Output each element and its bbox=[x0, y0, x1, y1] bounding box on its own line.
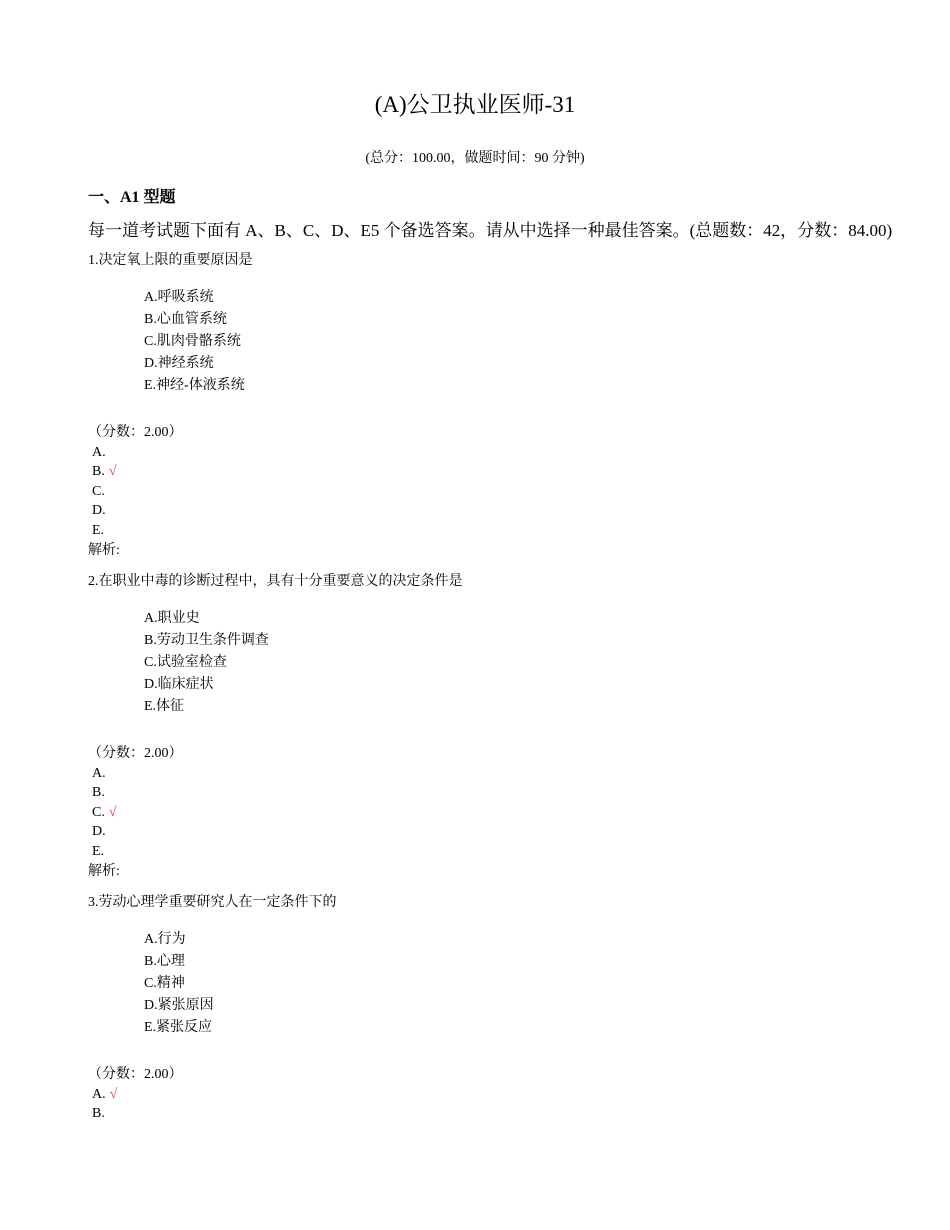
correct-check-icon: √ bbox=[108, 804, 117, 820]
answer-a bbox=[92, 443, 117, 462]
option-d: D.紧张原因 bbox=[144, 998, 214, 1013]
option-e: E.紧张反应 bbox=[144, 1020, 213, 1035]
answer-b bbox=[92, 462, 117, 481]
answer-e bbox=[92, 842, 117, 861]
answer-list bbox=[92, 764, 117, 861]
option-e: E.体征 bbox=[144, 699, 185, 714]
analysis-label: 解析: bbox=[88, 543, 120, 558]
question-stem: 3.劳动心理学重要研究人在一定条件下的 bbox=[88, 895, 337, 910]
option-a: A.呼吸系统 bbox=[144, 290, 214, 305]
answer-label: C. bbox=[92, 804, 105, 820]
section-instructions: 每一道考试题下面有 A、B、C、D、E5 个备选答案。请从中选择一种最佳答案。(总题数：42，分数：84.00) bbox=[88, 221, 893, 240]
question-stem: 1.决定氧上限的重要原因是 bbox=[88, 253, 253, 268]
answer-b bbox=[92, 1104, 117, 1123]
answer-d bbox=[92, 501, 117, 520]
option-list bbox=[144, 287, 245, 397]
answer-c bbox=[92, 803, 117, 822]
answer-d bbox=[92, 822, 117, 841]
question-score: （分数：2.00） bbox=[88, 425, 183, 440]
answer-label: D. bbox=[92, 503, 106, 519]
option-b: B.心血管系统 bbox=[144, 312, 227, 327]
option-d: D.神经系统 bbox=[144, 356, 214, 371]
option-d: D.临床症状 bbox=[144, 677, 214, 692]
exam-meta: (总分：100.00，做题时间：90 分钟) bbox=[365, 151, 585, 166]
option-b: B.心理 bbox=[144, 954, 185, 969]
answer-label: A. bbox=[92, 766, 106, 781]
option-list bbox=[144, 608, 269, 718]
answer-label: E. bbox=[92, 522, 105, 538]
option-e: E.神经-体液系统 bbox=[144, 378, 245, 393]
section-title: 一、A1 型题 bbox=[88, 189, 176, 206]
correct-check-icon: √ bbox=[108, 464, 117, 480]
answer-e bbox=[92, 521, 117, 540]
answer-label: B. bbox=[92, 785, 105, 801]
correct-check-icon: √ bbox=[109, 1087, 118, 1102]
question-score: （分数：2.00） bbox=[88, 1067, 183, 1082]
answer-a bbox=[92, 1085, 117, 1104]
answer-list bbox=[92, 1085, 117, 1124]
option-a: A.行为 bbox=[144, 932, 186, 947]
answer-label: C. bbox=[92, 483, 105, 499]
answer-label: D. bbox=[92, 824, 106, 840]
answer-label: B. bbox=[92, 1106, 105, 1122]
answer-a bbox=[92, 764, 117, 783]
analysis-label: 解析: bbox=[88, 864, 120, 879]
question-stem: 2.在职业中毒的诊断过程中，具有十分重要意义的决定条件是 bbox=[88, 574, 463, 589]
answer-label: A. bbox=[92, 445, 106, 460]
answer-label: A. bbox=[92, 1087, 106, 1102]
option-c: C.肌肉骨骼系统 bbox=[144, 334, 241, 349]
answer-c bbox=[92, 482, 117, 501]
option-b: B.劳动卫生条件调查 bbox=[144, 633, 269, 648]
option-list bbox=[144, 929, 214, 1039]
answer-list bbox=[92, 443, 117, 540]
question-score: （分数：2.00） bbox=[88, 746, 183, 761]
option-c: C.试验室检查 bbox=[144, 655, 227, 670]
option-c: C.精神 bbox=[144, 976, 185, 991]
answer-label: E. bbox=[92, 843, 105, 859]
option-a: A.职业史 bbox=[144, 611, 200, 626]
page-title: (A)公卫执业医师-31 bbox=[374, 92, 576, 117]
answer-label: B. bbox=[92, 464, 105, 480]
answer-b bbox=[92, 783, 117, 802]
